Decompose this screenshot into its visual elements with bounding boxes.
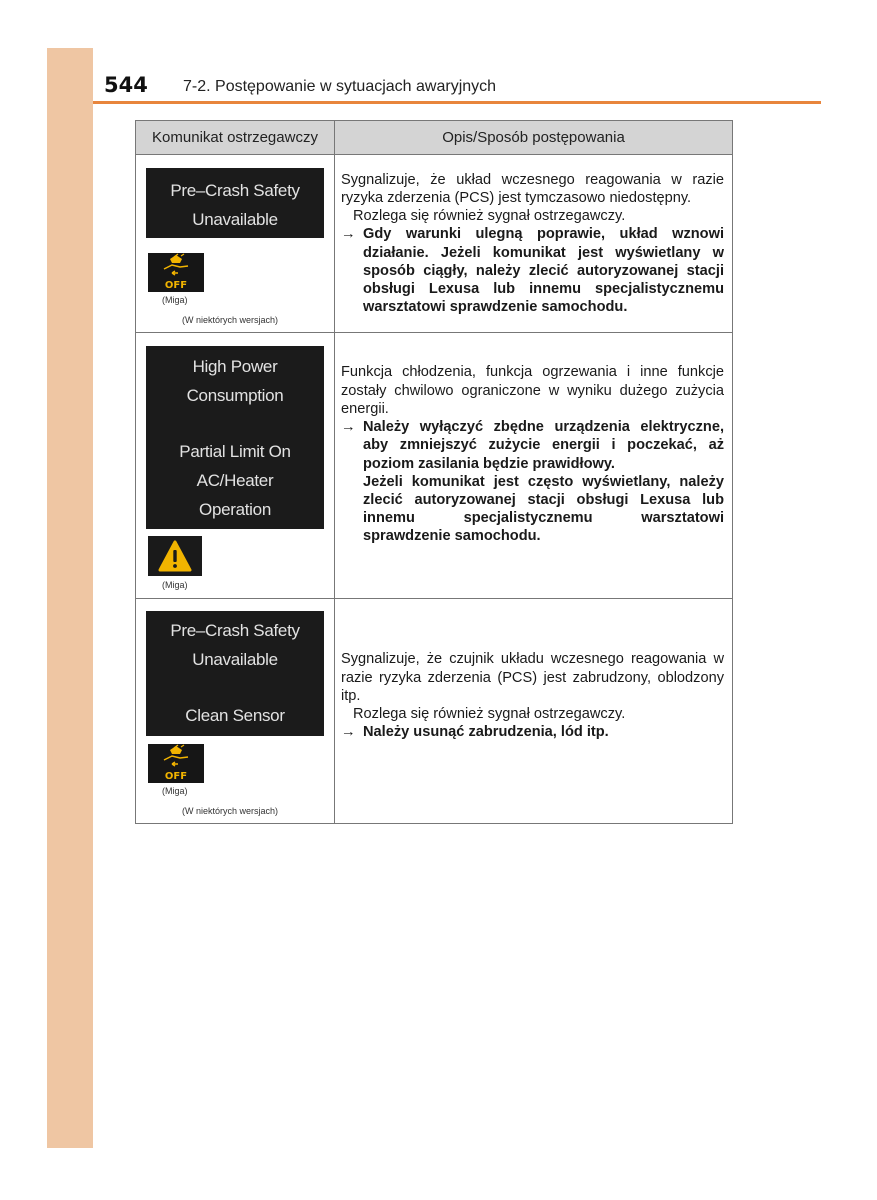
page-number: 544 — [104, 73, 148, 97]
column-header-description: Opis/Sposób postępowania — [335, 121, 733, 155]
blink-caption: (Miga) — [162, 786, 188, 796]
arrow-icon: → — [341, 226, 356, 243]
warning-messages-table — [135, 120, 733, 824]
screen-line: Unavailable — [192, 650, 278, 669]
table-row — [136, 155, 733, 333]
arrow-icon: → — [341, 724, 356, 741]
column-header-message: Komunikat ostrzegawczy — [136, 121, 335, 155]
blink-caption: (Miga) — [162, 295, 188, 305]
display-screen — [146, 346, 324, 529]
pcs-off-icon — [148, 253, 204, 292]
screen-line: Partial Limit On — [179, 442, 291, 461]
description-text: Rozlega się również sygnał ostrzegawczy. — [353, 208, 626, 225]
svg-text:OFF: OFF — [164, 280, 188, 291]
screen-line: Consumption — [186, 386, 284, 405]
warning-triangle-icon — [148, 536, 202, 576]
screen-line: High Power — [192, 357, 278, 376]
description-cell — [335, 155, 733, 333]
screen-line: Pre–Crash Safety — [170, 181, 300, 200]
action-text: Jeżeli komunikat jest często wyświetlany, należy zlecić autoryzowanej stacji obsługi Lexusa lub innemu specjalistycznemu warsztatowi sprawdzenie samochodu. — [363, 473, 724, 545]
action-text: Należy usunąć zabrudzenia, lód itp. — [363, 724, 609, 741]
screen-line: Pre–Crash Safety — [170, 621, 300, 640]
description-text: Funkcja chłodzenia, funkcja ogrzewania i inne funkcje zostały chwilowo ograniczone w wyniku dużego zużycia energii. — [341, 364, 724, 417]
screen-line: Operation — [199, 500, 271, 519]
side-tab-band — [47, 48, 93, 1148]
message-cell — [136, 155, 335, 333]
section-title: 7-2. Postępowanie w sytuacjach awaryjnych — [183, 78, 497, 95]
pcs-off-icon — [148, 744, 204, 783]
description-text: Sygnalizuje, że układ wczesnego reagowania w razie ryzyka zderzenia (PCS) jest tymczasowo niedostępny. — [341, 171, 724, 206]
header-rule — [93, 101, 821, 104]
description-text: Rozlega się również sygnał ostrzegawczy. — [353, 706, 626, 723]
screen-line: AC/Heater — [196, 471, 274, 490]
message-cell — [136, 599, 335, 824]
description-cell — [335, 333, 733, 599]
message-cell — [136, 333, 335, 599]
screen-line: Clean Sensor — [185, 706, 285, 725]
table-row — [136, 599, 733, 824]
versions-caption: (W niektórych wersjach) — [182, 315, 279, 325]
display-screen — [146, 611, 324, 736]
table-row — [136, 333, 733, 599]
action-text: Należy wyłączyć zbędne urządzenia elektryczne, aby zmniejszyć zużycie energii i poczekać, aż poziom zasilania będzie prawidłowy. — [363, 419, 724, 472]
table-header-row — [136, 121, 733, 155]
versions-caption: (W niektórych wersjach) — [182, 806, 279, 816]
screen-line: Unavailable — [192, 210, 278, 229]
description-cell — [335, 599, 733, 824]
svg-text:OFF: OFF — [164, 771, 188, 782]
action-text: Gdy warunki ulegną poprawie, układ wznowi działanie. Jeżeli komunikat jest wyświetlany w sposób ciągły, należy zlecić autoryzowanej stacji obsługi Lexusa lub innemu specjalistycznemu warsztatowi sprawdzenie samochodu. — [363, 226, 724, 316]
arrow-icon: → — [341, 419, 356, 436]
description-text: Sygnalizuje, że czujnik układu wczesnego reagowania w razie ryzyka zderzenia (PCS) jest zabrudzony, oblodzony itp. — [341, 651, 724, 704]
display-screen — [146, 168, 324, 238]
blink-caption: (Miga) — [162, 580, 188, 590]
